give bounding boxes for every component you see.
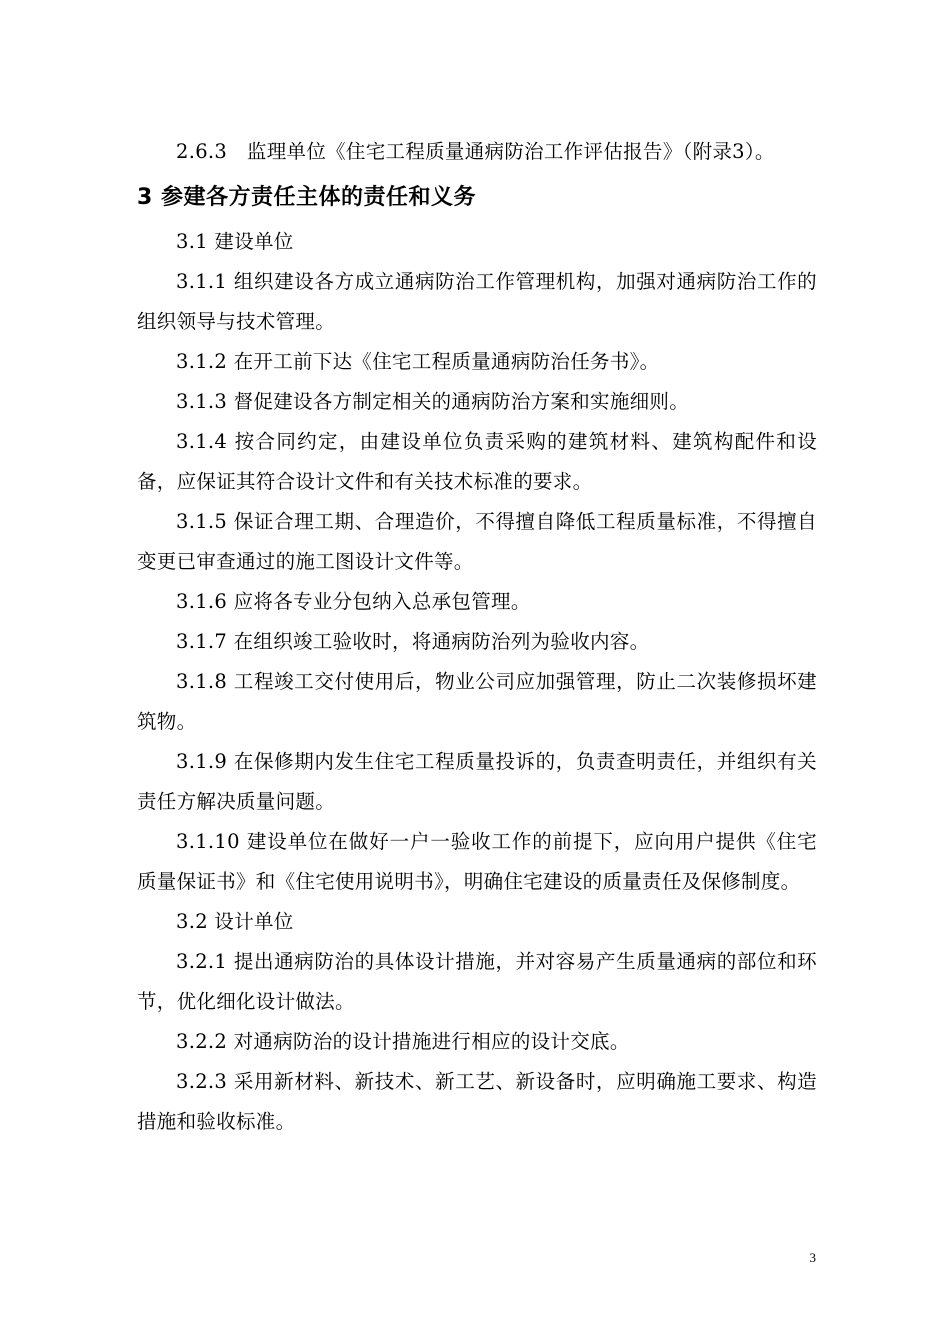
section-heading: 3 参建各方责任主体的责任和义务 [137, 185, 476, 210]
paragraph-3-1-8: 3.1.8 工程竣工交付使用后，物业公司应加强管理，防止二次装修损坏建筑物。 [137, 670, 817, 733]
document-body [137, 132, 817, 1142]
paragraph-3-1-2: 3.1.2 在开工前下达《住宅工程质量通病防治任务书》。 [176, 350, 660, 373]
paragraph-3-2-1: 3.2.1 提出通病防治的具体设计措施，并对容易产生质量通病的部位和环节，优化细化设计做法。 [137, 950, 817, 1013]
paragraph-3-1-10: 3.1.10 建设单位在做好一户一验收工作的前提下，应向用户提供《住宅质量保证书》和《住宅使用说明书》，明确住宅建设的质量责任及保修制度。 [137, 830, 817, 893]
page-number: 3 [809, 1250, 816, 1265]
paragraph-3-1-6: 3.1.6 应将各专业分包纳入总承包管理。 [176, 590, 531, 613]
paragraph-3-1-9: 3.1.9 在保修期内发生住宅工程质量投诉的，负责查明责任，并组织有关责任方解决质量问题。 [137, 750, 817, 813]
subsection-3-1-title: 3.1 建设单位 [176, 230, 294, 253]
paragraph-3-2-3: 3.2.3 采用新材料、新技术、新工艺、新设备时，应明确施工要求、构造措施和验收标准。 [137, 1070, 817, 1133]
paragraph-3-1-1: 3.1.1 组织建设各方成立通病防治工作管理机构，加强对通病防治工作的组织领导与技术管理。 [137, 270, 817, 333]
subsection-3-2-title: 3.2 设计单位 [176, 910, 294, 933]
paragraph-3-2-2: 3.2.2 对通病防治的设计措施进行相应的设计交底。 [176, 1030, 630, 1053]
paragraph-2-6-3: 2.6.3 监理单位《住宅工程质量通病防治工作评估报告》（附录3）。 [176, 140, 775, 163]
paragraph-3-1-7: 3.1.7 在组织竣工验收时，将通病防治列为验收内容。 [176, 630, 650, 653]
paragraph-3-1-4: 3.1.4 按合同约定，由建设单位负责采购的建筑材料、建筑构配件和设备，应保证其符合设计文件和有关技术标准的要求。 [137, 430, 817, 493]
paragraph-3-1-5: 3.1.5 保证合理工期、合理造价，不得擅自降低工程质量标准，不得擅自变更已审查通过的施工图设计文件等。 [137, 510, 817, 573]
paragraph-3-1-3: 3.1.3 督促建设各方制定相关的通病防治方案和实施细则。 [176, 390, 690, 413]
